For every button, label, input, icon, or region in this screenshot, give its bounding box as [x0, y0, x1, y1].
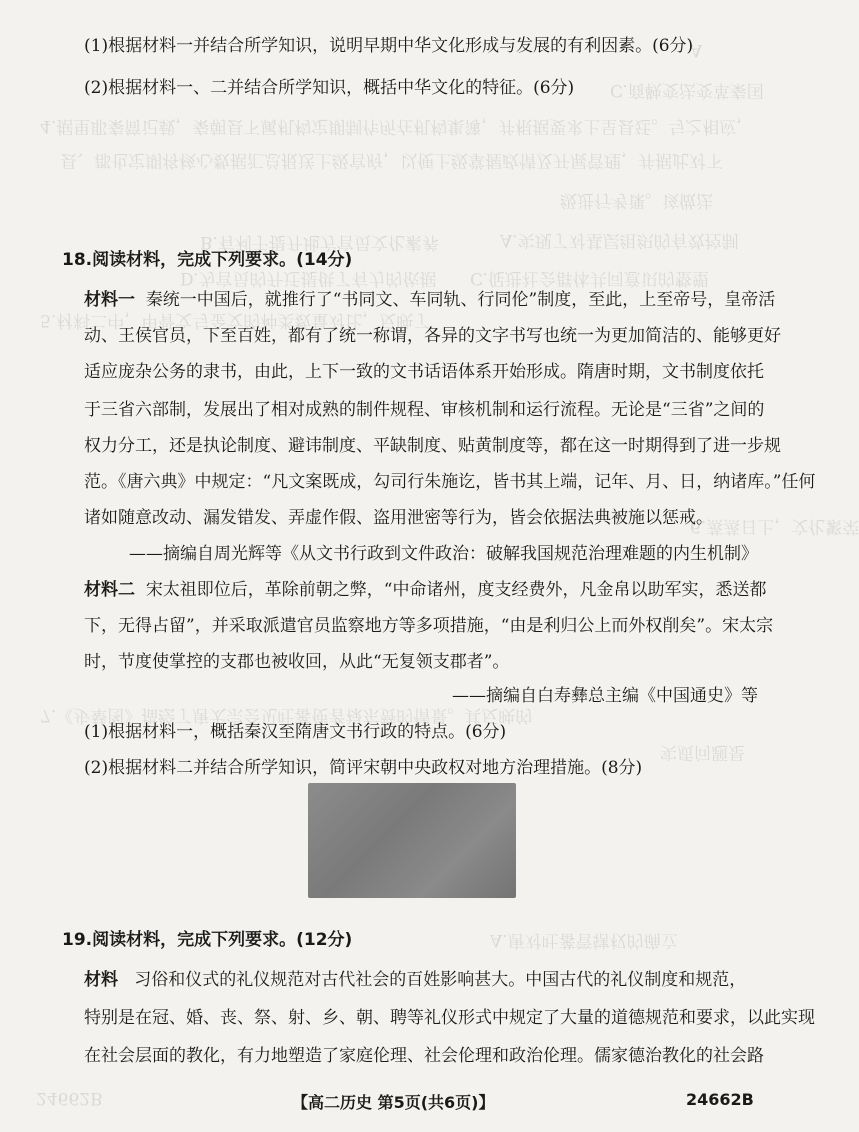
q18-material1-line: 材料一 秦统一中国后，就推行了“书同文、车同轨、行同伦”制度，至此，上至帝号，皇帝活 [84, 290, 776, 310]
q18-sub1: (1)根据材料一，概括秦汉至隋唐文书行政的特点。(6分) [84, 722, 507, 742]
q18-material1-line: 诸如随意改动、漏发错发、弄虚作假、盗用泄密等行为，皆会依据法典被施以惩戒。 [84, 508, 713, 528]
ghost-text: 24662B [36, 1088, 103, 1108]
q18-material2-line: 材料二 宋太祖即位后，革除前朝之弊，“中命诸州，度支经费外，凡金帛以助军实，悉送都 [84, 580, 767, 600]
q18-material1-line: 适应庞杂公务的隶书，由此，上下一致的文书话语体系开始形成。隋唐时期，文书制度依托 [84, 362, 764, 382]
ghost-text: 6.蒸蒸日上，文化繁荣 [690, 516, 859, 536]
ghost-text: D.为官员的升迁提供了有力的依据 [180, 268, 437, 288]
ghost-text: 5.材料二中，甲骨文与金文的种类数量对比，反映了 [40, 310, 431, 330]
q18-material2-line: 时，节度使掌控的支郡也被收回，从此“无复领支郡者”。 [84, 652, 510, 672]
q18-material1-line: 范。《唐六典》中规定：“凡文案既成，勾司行朱施讫，皆书其上端，记年、月、日，纳诸库。”任何 [84, 472, 816, 492]
q18-material1-line: 于三省六部制，发展出了相对成熟的制件规程、审核机制和运行流程。无论是“三省”之间的 [84, 400, 765, 420]
ghost-text: C.促进社会群体共同意识的整塑 [470, 268, 709, 288]
ghost-text: A.实现了对基层组织的有效控制 [500, 230, 739, 250]
ghost-text: 级进行考课。该做法 [560, 190, 713, 210]
ghost-text: B.有利于提升地方官员文化素养 [200, 232, 439, 252]
ghost-text: A [690, 40, 703, 60]
ghost-text: A.唐对吐蕃管辖权的确立 [490, 930, 678, 950]
q18-material2-line: 下，无得占留”，并采取派遣官员监察地方等多项措施，“由是利归公上而外权削矣”。宋太宗 [84, 616, 774, 636]
ghost-text: 7.《步辇图》描绘了唐太宗会见吐蕃使者禄东赞的情景。其反映的 [40, 705, 533, 725]
q18-material1-source: ——摘编自周光辉等《从文书行政到文件政治：破解我国规范治理难题的内生机制》 [129, 544, 758, 564]
q19-material-line: 特别是在冠、婚、丧、祭、射、乡、朝、聘等礼仪形式中规定了大量的道德规范和要求，以此实现 [84, 1008, 815, 1028]
ghost-text: C.商鞅变法变革秦国 [610, 80, 764, 100]
q18-sub2: (2)根据材料二并结合所学知识，简评宋朝中央政权对地方治理措施。(8分) [84, 758, 643, 778]
q18-title: 18.阅读材料，完成下列要求。(14分) [62, 250, 353, 270]
q18-material1-label: 材料一 [84, 290, 135, 310]
q18-material2-source: ——摘编自白寿彝总主编《中国通史》等 [452, 686, 758, 706]
q18-material1-line: 动、王侯官员，下至百姓，都有了统一称谓，各异的文字书写也统一为更加简洁的、能够更好 [84, 326, 781, 346]
ghost-text: 县、郡也定期将核心数据汇总报送上级官府，以便上级掌握政情及开展管理，并据此对下 [60, 150, 723, 170]
q19-title: 19.阅读材料，完成下列要求。(12分) [62, 930, 353, 950]
q17-sub1: (1)根据材料一并结合所学知识，说明早期中华文化形成与发展的有利因素。(6分) [84, 36, 694, 56]
q19-material-label: 材料 [84, 970, 118, 990]
ghost-text: 实质问题是 [660, 742, 745, 762]
q17-sub2: (2)根据材料一、二并结合所学知识，概括中华文化的特征。(6分) [84, 78, 575, 98]
q18-material1-line: 权力分工，还是执论制度、避讳制度、平缺制度、贴黄制度等，都在这一时期得到了进一步规 [84, 436, 781, 456]
blurred-image [308, 783, 516, 898]
q19-material-line: 材料 习俗和仪式的礼仪规范对古代社会的百姓影响甚大。中国古代的礼仪制度和规范， [84, 970, 747, 990]
paper-code: 24662B [686, 1090, 754, 1109]
ghost-text: 4.据里耶秦简记载，秦朝县下属机构定期制作所在机构集簿，并根据要求上呈县廷。与之相应， [40, 116, 754, 136]
q18-material2-label: 材料二 [84, 580, 135, 600]
q19-material-line: 在社会层面的教化，有力地塑造了家庭伦理、社会伦理和政治伦理。儒家德治教化的社会路 [84, 1046, 764, 1066]
page-footer: 【高二历史 第5页(共6页)】 [292, 1093, 495, 1112]
